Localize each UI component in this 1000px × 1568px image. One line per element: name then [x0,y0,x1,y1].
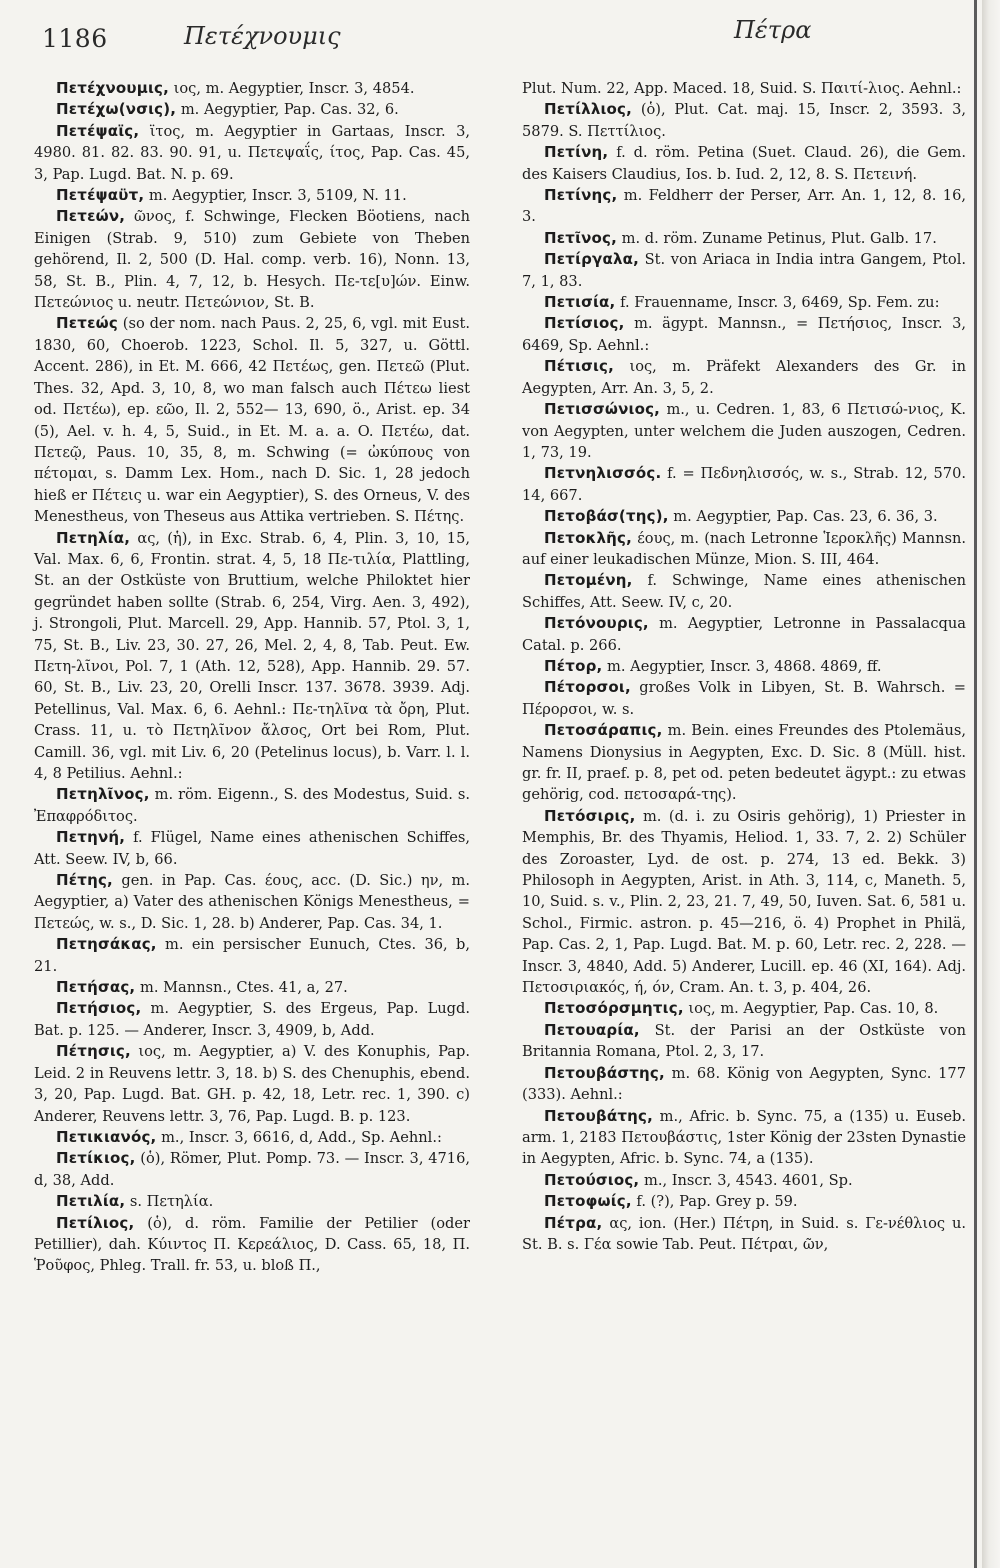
entry-headword: Πετίνης, [544,186,618,205]
dictionary-entry [522,78,966,99]
dictionary-entry [522,142,966,185]
dictionary-entry [34,1127,470,1148]
entry-definition: (ὁ), Plut. Cat. maj. 15, Inscr. 2, 3593. 3, 5879. S. Πεττίλιος. [522,101,966,140]
entry-headword: Πετοσάραπις, [544,721,663,740]
entry-headword: Πετοβάσ(της), [544,507,669,526]
dictionary-entry [522,720,966,806]
entry-headword: Πετνηλισσός. [544,464,662,483]
dictionary-entry [34,1148,470,1191]
entry-headword: Πετησάκας, [56,935,157,954]
entry-headword: Πετόνουρις, [544,614,649,633]
entry-headword: Πετικιανός, [56,1127,157,1146]
entry-headword: Πετέχνουμις, [56,79,170,97]
right-column [522,78,966,1255]
entry-definition: f. = Πεδνηλισσός, w. s., Strab. 12, 570. 14, 667. [522,465,966,504]
entry-headword: Πέτης, [56,871,113,890]
dictionary-entry [522,1063,966,1106]
entry-definition: ιος, m. Aegyptier, Inscr. 3, 4854. [169,80,415,97]
dictionary-entry [522,528,966,571]
dictionary-entry [34,870,470,934]
entry-headword: Πετουαρία, [544,1020,640,1039]
entry-headword: Πετηλία, [56,528,131,547]
dictionary-entry [522,656,966,677]
dictionary-entry [522,292,966,313]
entry-headword: Πετεών, [56,207,126,226]
dictionary-entry [34,784,470,827]
dictionary-entry [522,1170,966,1191]
entry-headword: Πετίνη, [544,143,609,162]
dictionary-entry [34,528,470,785]
entry-definition: (so der nom. nach Paus. 2, 25, 6, vgl. mit Eust. 1830, 60, Choerob. 1223, Schol. Il. 5, 327, u. Göttl. Accent. 286), in Et. M. 666, 42 Πετέως, gen. Πετεῶ (Plut. Thes. 32, Apd. 3, 10, 8, wo man falsch auch Πέτεω liest od. Πετέω), ep. εῶο, Il. 2, 552— 13, 690, ö., Arist. ep. 34 (5), Ael. v. h. 4, 5, Suid., in Et. M. a. a. O. Πετέω, dat. Πετεῷ, Paus. 10, 35, 8, m. Schwing (= ὠκύπους von πέτομαι, s. Damm Lex. Hom., nach D. Sic. 1, 28 jedoch hieß er Πέτεις u. war ein Aegyptier), S. des Orneus, V. des Menestheus, von Theseus aus Attika vertrieben. S. Πέτης. [34,315,470,526]
entry-definition: f. (?), Pap. Grey p. 59. [631,1193,798,1211]
entry-headword: Πετοσόρσμητις, [544,999,684,1018]
entry-definition: ῶνος, f. Schwinge, Flecken Böotiens, nach Einigen (Strab. 9, 510) zum Gebiete von Theben gehörend, Il. 2, 500 (D. Hal. comp. verb. 16), Nonn. 13, 58, St. B., Plin. 4, 7, 12, b. Hesych. Πε-τε[υ]ών. Einw. Πετεώνιος u. neutr. Πετεώνιον, St. B. [34,208,470,312]
entry-headword: Πετήσας, [56,978,136,997]
entry-headword: Πετίκιος, [56,1149,136,1168]
dictionary-entry [34,99,470,120]
entry-definition: m. ägypt. Mannsn., = Πετήσιος, Inscr. 3, 6469, Sp. Aehnl.: [522,315,966,354]
entry-definition: gen. in Pap. Cas. έους, acc. (D. Sic.) ην, m. Aegyptier, a) Vater des athenischen Königs Menestheus, = Πετεώς, w. s., D. Sic. 1, 28. b) Anderer, Pap. Cas. 34, 1. [34,872,470,932]
entry-definition: (ὁ), d. röm. Familie der Petilier (oder Petillier), dah. Κύιντος Π. Κερεάλιος, D. Cass. 65, 18, Π. Ῥοῦφος, Phleg. Trall. fr. 53, u. bloß Π., [34,1214,470,1275]
dictionary-entry [522,1106,966,1170]
entry-headword: Πετοκλῆς, [544,528,632,547]
entry-definition: m., Afric. b. Sync. 75, a (135) u. Euseb. arm. 1, 2183 Πετουβάστις, 1ster König der 23sten Dynastie in Aegypten, Afric. b. Sync. 74, a (135). [522,1107,966,1168]
entry-definition: m. (d. i. zu Osiris gehörig), 1) Priester in Memphis, Br. des Thyamis, Heliod. 1, 33. 7, 2. 2) Schüler des Zoroaster, Lyd. de ost. p. 274, 13 ed. Bekk. 3) Philosoph in Aegypten, Arist. in Ath. 3, 114, c, Maneth. 5, 10, Suid. s. v., Plin. 2, 23, 21. 7, 49, 50, Iuven. Sat. 6, 581 u. Schol., Firmic. astron. p. 45—216, ö. 4) Prophet in Philä, Pap. Cas. 2, 1, Pap. Lugd. Bat. M. p. 60, Letr. rec. 2, 228. — Inscr. 3, 4840, Add. 5) Anderer, Lucill. ep. 46 (XI, 164). Adj. Πετοσιριακός, ή, όν, Cram. An. t. 3, p. 404, 26. [522,807,966,997]
dictionary-entry [522,613,966,656]
entry-headword: Πετηλῖνος, [56,785,150,804]
dictionary-entry [522,570,966,613]
dictionary-entry [522,1213,966,1256]
entry-definition: f. Schwinge, Name eines athenischen Schiffes, Att. Seew. IV, c, 20. [522,572,966,611]
entry-definition: m. Aegyptier, Letronne in Passalacqua Catal. p. 266. [522,615,966,654]
entry-definition: ϊτος, m. Aegyptier in Gartaas, Inscr. 3, 4980. 81. 82. 83. 90. 91, u. Πετεψαΐς, ίτος, Pap. Cas. 45, 3, Pap. Lugd. Bat. N. p. 69. [34,122,470,183]
entry-headword: Πέτισις, [544,357,615,376]
dictionary-entry [34,977,470,998]
entry-definition: m., u. Cedren. 1, 83, 6 Πετισώ-νιος, K. von Aegypten, unter welchem die Juden auszogen, Cedren. 1, 73, 19. [522,401,966,461]
entry-headword: Πετίλιος, [56,1213,135,1232]
entry-definition: St. von Ariaca in India intra Gangem, Ptol. 7, 1, 83. [522,251,966,290]
entry-headword: Πετέχω(νσις), [56,100,177,119]
entry-headword: Πετισία, [544,293,616,312]
dictionary-entry [34,313,470,527]
entry-headword: Πετέψαϊς, [56,121,140,140]
entry-headword: Πετούσιος, [544,1170,640,1189]
entry-headword: Πετηνή, [56,828,126,847]
dictionary-entry [522,185,966,228]
entry-definition: Plut. Num. 22, App. Maced. 18, Suid. S. Παιτί-λιος. Aehnl.: [522,80,962,97]
entry-definition: f. Flügel, Name eines athenischen Schiffes, Att. Seew. IV, b, 66. [34,829,470,868]
entry-headword: Πέτρα, [544,1213,603,1232]
dictionary-entry [522,313,966,356]
entry-definition: m. ein persischer Eunuch, Ctes. 36, b, 21. [34,936,470,975]
entry-definition: m. Aegyptier, S. des Ergeus, Pap. Lugd. Bat. p. 125. — Anderer, Inscr. 3, 4909, b, Add. [34,1000,470,1039]
dictionary-entry [522,677,966,720]
entry-headword: Πετίργαλα, [544,250,640,269]
entry-headword: Πέτησις, [56,1042,131,1061]
entry-headword: Πέτορ, [544,656,603,675]
dictionary-entry [34,78,470,99]
dictionary-entry [522,463,966,506]
entry-definition: ιος, m. Aegyptier, Pap. Cas. 10, 8. [683,1000,939,1018]
dictionary-entry [522,399,966,463]
entry-definition: großes Volk in Libyen, St. B. Wahrsch. = Πέρορσοι, w. s. [522,679,966,718]
entry-definition: f. d. röm. Petina (Suet. Claud. 26), die Gem. des Kaisers Claudius, Ios. b. Iud. 2, 12, 8. S. Πετεινή. [522,144,966,183]
dictionary-entry [522,228,966,249]
running-head-first-entry: Πετέχνουμις [184,22,341,50]
entry-definition: m. Aegyptier, Inscr. 3, 5109, N. 11. [144,187,407,205]
entry-headword: Πετέψαϋτ, [56,186,145,205]
entry-definition: ας, ion. (Her.) Πέτρη, in Suid. s. Γε-νέθλιος u. St. B. s. Γέα sowie Tab. Peut. Πέτραι, ῶν, [522,1214,966,1253]
dictionary-entry [522,1020,966,1063]
dictionary-entry [34,121,470,185]
entry-definition: m. 68. König von Aegypten, Sync. 177 (333). Aehnl.: [522,1064,966,1104]
entry-definition: ιος, m. Aegyptier, a) V. des Konuphis, Pap. Leid. 2 in Reuvens lettr. 3, 18. b) S. des Chenuphis, ebend. 3, 20, Pap. Lugd. Bat. GH. p. 42, 18, Letr. rec. 1, 390. c) Anderer, Reuvens lettr. 3, 76, Pap. Lugd. B. p. 123. [34,1043,470,1125]
entry-definition: έους, m. (nach Letronne Ἱεροκλῆς) Mannsn. auf einer leukadischen Münze, Mion. S. III, 464. [522,529,966,568]
dictionary-entry [34,934,470,977]
dictionary-entry [34,206,470,313]
entry-definition: m., Inscr. 3, 4543. 4601, Sp. [639,1171,853,1189]
entry-definition: (ὁ), Römer, Plut. Pomp. 73. — Inscr. 3, 4716, d, 38, Add. [34,1150,470,1189]
left-column [34,78,470,1277]
entry-headword: Πετουβάστης, [544,1063,665,1082]
entry-headword: Πετουβάτης, [544,1106,653,1125]
dictionary-entry [522,506,966,527]
dictionary-entry [522,806,966,999]
entry-headword: Πετῖνος, [544,228,618,247]
entry-definition: m. d. röm. Zuname Petinus, Plut. Galb. 17. [617,229,937,247]
entry-headword: Πετιλία, [56,1192,126,1211]
dictionary-entry [522,1191,966,1212]
entry-headword: Πετόσιρις, [544,806,636,825]
entry-definition: ιος, m. Präfekt Alexanders des Gr. in Aegypten, Arr. An. 3, 5, 2. [522,358,966,397]
entry-headword: Πετεώς [56,314,118,333]
dictionary-entry [522,99,966,142]
entry-definition: m. Feldherr der Perser, Arr. An. 1, 12, 8. 16, 3. [522,187,966,226]
entry-definition: f. Frauenname, Inscr. 3, 6469, Sp. Fem. zu: [615,294,940,312]
entry-headword: Πετοφωίς, [544,1192,632,1211]
entry-headword: Πετισσώνιος, [544,400,661,419]
entry-definition: m. Mannsn., Ctes. 41, a, 27. [135,979,348,997]
entry-definition: m. Aegyptier, Pap. Cas. 32, 6. [176,101,399,119]
entry-definition: m. Aegyptier, Inscr. 3, 4868. 4869, ff. [602,657,882,675]
page-edge-rule [974,0,977,1568]
running-head-last-entry: Πέτρα [734,16,812,44]
entry-definition: St. der Parisi an der Ostküste von Britannia Romana, Ptol. 2, 3, 17. [522,1021,966,1061]
entry-headword: Πετομένη, [544,571,633,590]
entry-definition: m., Inscr. 3, 6616, d, Add., Sp. Aehnl.: [156,1128,442,1146]
dictionary-entry [522,356,966,399]
dictionary-entry [34,1041,470,1127]
dictionary-entry [522,998,966,1019]
dictionary-entry [34,185,470,206]
page-number: 1186 [42,24,108,53]
entry-definition: ας, (ἡ), in Exc. Strab. 6, 4, Plin. 3, 10, 15, Val. Max. 6, 6, Frontin. strat. 4, 5, 18 Πε-τιλία, Plattling, St. an der Ostküste von Bruttium, welche Philoktet hier gegründet haben sollte (Strab. 6, 254, Virg. Aen. 3, 492), j. Strongoli, Plut. Marcell. 29, App. Hannib. 57, Ptol. 3, 1, 75, St. B., Liv. 23, 30. 27, 26, Mel. 2, 4, 8, Tab. Peut. Ew. Πετη-λῖνοι, Pol. 7, 1 (Ath. 12, 528), App. Hannib. 29. 57. 60, St. B., Liv. 23, 20, Orelli Inscr. 137. 3678. 3939. Adj. Petellinus, Val. Max. 6, 6. Aehnl.: Πε-τηλῖνα τὰ ὄρη, Plut. Crass. 11, u. τὸ Πετηλῖνον ἄλσος, Ort bei Rom, Plut. Camill. 36, vgl. mit Liv. 6, 20 (Petelinus locus), b. Varr. l. l. 4, 8 Petilius. Aehnl.: [34,529,470,782]
entry-definition: m. Bein. eines Freundes des Ptolemäus, Namens Dionysius in Aegypten, Exc. D. Sic. 8 (Müll. hist. gr. fr. II, praef. p. 8, pet od. peten bedeutet ägypt.: zu etwas gehörig, cod. πετοσαρά-της). [522,722,966,804]
page-edge-shadow [982,0,1000,1568]
page-header [34,16,964,56]
entry-headword: Πετίσιος, [544,314,625,333]
dictionary-entry [34,827,470,870]
dictionary-entry [522,249,966,292]
entry-headword: Πέτορσοι, [544,678,631,697]
entry-definition: m. röm. Eigenn., S. des Modestus, Suid. s. Ἐπαφρόδιτος. [34,786,470,825]
dictionary-entry [34,1213,470,1277]
dictionary-entry [34,998,470,1041]
dictionary-entry [34,1191,470,1212]
entry-headword: Πετήσιος, [56,999,142,1018]
entry-definition: m. Aegyptier, Pap. Cas. 23, 6. 36, 3. [668,508,938,526]
entry-definition: s. Πετηλία. [125,1193,214,1211]
entry-headword: Πετίλλιος, [544,100,633,119]
